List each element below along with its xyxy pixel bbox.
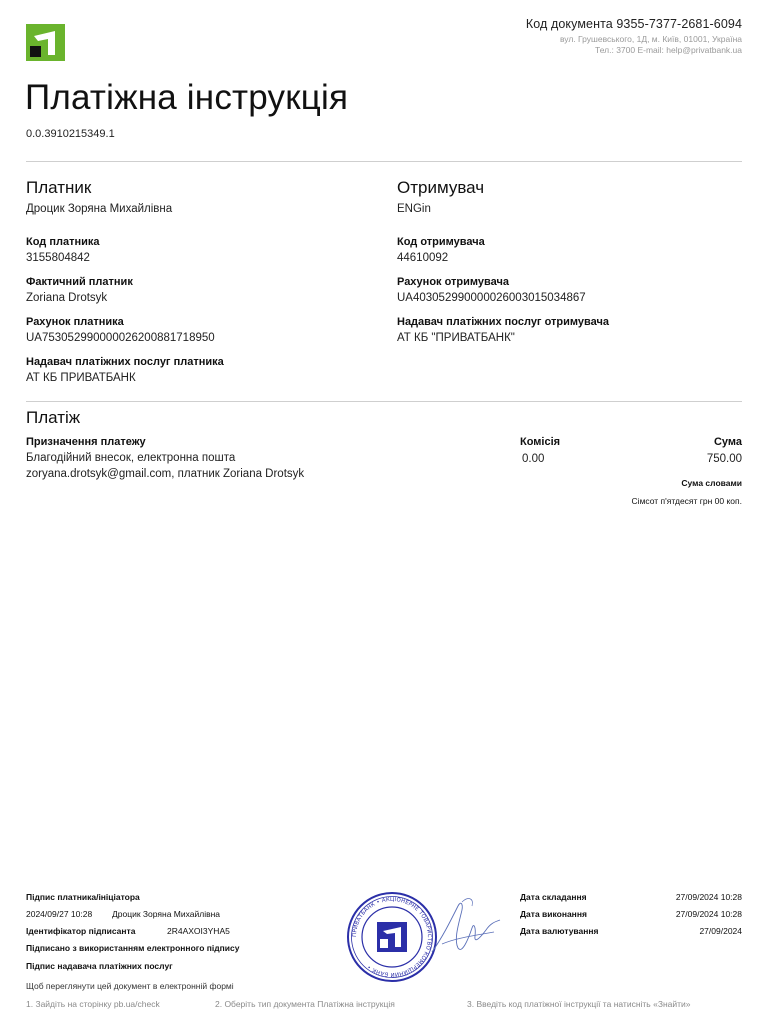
created-date-label: Дата складання — [520, 892, 587, 902]
bank-address: вул. Грушевського, 1Д, м. Київ, 01001, Україна — [559, 34, 742, 44]
recipient-provider-label: Надавач платіжних послуг отримувача — [397, 316, 609, 328]
payer-account-label: Рахунок платника — [26, 316, 124, 328]
provider-signature-label: Підпис надавача платіжних послуг — [26, 961, 173, 971]
payer-code: 3155804842 — [26, 252, 90, 264]
payer-provider: АТ КБ ПРИВАТБАНК — [26, 372, 136, 384]
amount-words: Сімсот п'ятдесят грн 00 коп. — [631, 496, 742, 506]
value-date-label: Дата валютування — [520, 926, 599, 936]
payer-heading: Платник — [26, 178, 92, 197]
footer-view-note: Щоб переглянути цей документ в електронній формі — [26, 981, 234, 991]
document-code: Код документа 9355-7377-2681-6094 — [525, 17, 742, 31]
footer-step-2: 2. Оберіть тип документа Платіжна інструкція — [215, 999, 395, 1009]
bank-stamp-icon — [346, 891, 438, 983]
actual-payer: Zoriana Drotsyk — [26, 292, 108, 304]
executed-date: 27/09/2024 10:28 — [675, 909, 742, 919]
footer-step-1: 1. Зайдіть на сторінку pb.ua/check — [26, 999, 160, 1009]
payment-heading: Платіж — [26, 408, 81, 427]
stamp-ring-text: ПРИВАТБАНК • АКЦІОНЕРНЕ ТОВАРИСТВО КОМЕРЦІЙНИЙ БАНК • — [351, 896, 433, 978]
signer-id-label: Ідентифікатор підписанта — [26, 926, 136, 936]
fee-label: Комісія — [520, 436, 561, 448]
value-date: 27/09/2024 — [699, 926, 742, 936]
payer-name: Дроцик Зоряна Михайлівна — [26, 203, 173, 215]
recipient-name: ENGin — [397, 203, 431, 215]
footer-step-3: 3. Введіть код платіжної інструкції та натисніть «Знайти» — [467, 999, 691, 1009]
recipient-account-label: Рахунок отримувача — [397, 276, 509, 288]
created-date: 27/09/2024 10:28 — [675, 892, 742, 902]
signature-datetime: 2024/09/27 10:28 — [26, 909, 93, 919]
purpose-label: Призначення платежу — [26, 436, 146, 448]
actual-payer-label: Фактичний платник — [26, 276, 133, 288]
purpose-line-2: zoryana.drotsyk@gmail.com, платник Zoriana Drotsyk — [26, 468, 305, 480]
payer-account: UA753052990000026200881718950 — [26, 332, 215, 344]
handwritten-signature-icon — [428, 892, 506, 964]
divider — [26, 401, 742, 402]
recipient-heading: Отримувач — [397, 178, 485, 197]
document-number: 0.0.3910215349.1 — [26, 128, 115, 140]
amount-label: Сума — [713, 436, 742, 448]
fee-value: 0.00 — [522, 453, 545, 465]
recipient-account: UA403052990000026003015034867 — [397, 292, 586, 304]
recipient-code: 44610092 — [397, 252, 449, 264]
recipient-code-label: Код отримувача — [397, 236, 485, 248]
signer-name: Дроцик Зоряна Михайлівна — [112, 909, 221, 919]
document-header-info — [526, 17, 742, 55]
amount-words-label: Сума словами — [681, 478, 742, 488]
bank-contacts: Тел.: 3700 E-mail: help@privatbank.ua — [594, 44, 742, 55]
signer-id: 2R4AXOI3YHA5 — [167, 926, 230, 936]
payer-code-label: Код платника — [26, 236, 100, 248]
recipient-provider: АТ КБ "ПРИВАТБАНК" — [397, 332, 515, 344]
payer-provider-label: Надавач платіжних послуг платника — [26, 356, 224, 368]
signature-heading: Підпис платника/ініціатора — [26, 892, 140, 902]
page-title: Платіжна інструкція — [25, 78, 349, 117]
divider — [26, 161, 742, 162]
executed-date-label: Дата виконання — [520, 909, 587, 919]
esign-note: Підписано з використанням електронного підпису — [26, 943, 240, 953]
amount-value: 750.00 — [706, 453, 742, 465]
privatbank-logo-icon — [26, 24, 65, 61]
purpose-line-1: Благодійний внесок, електронна пошта — [26, 452, 236, 464]
